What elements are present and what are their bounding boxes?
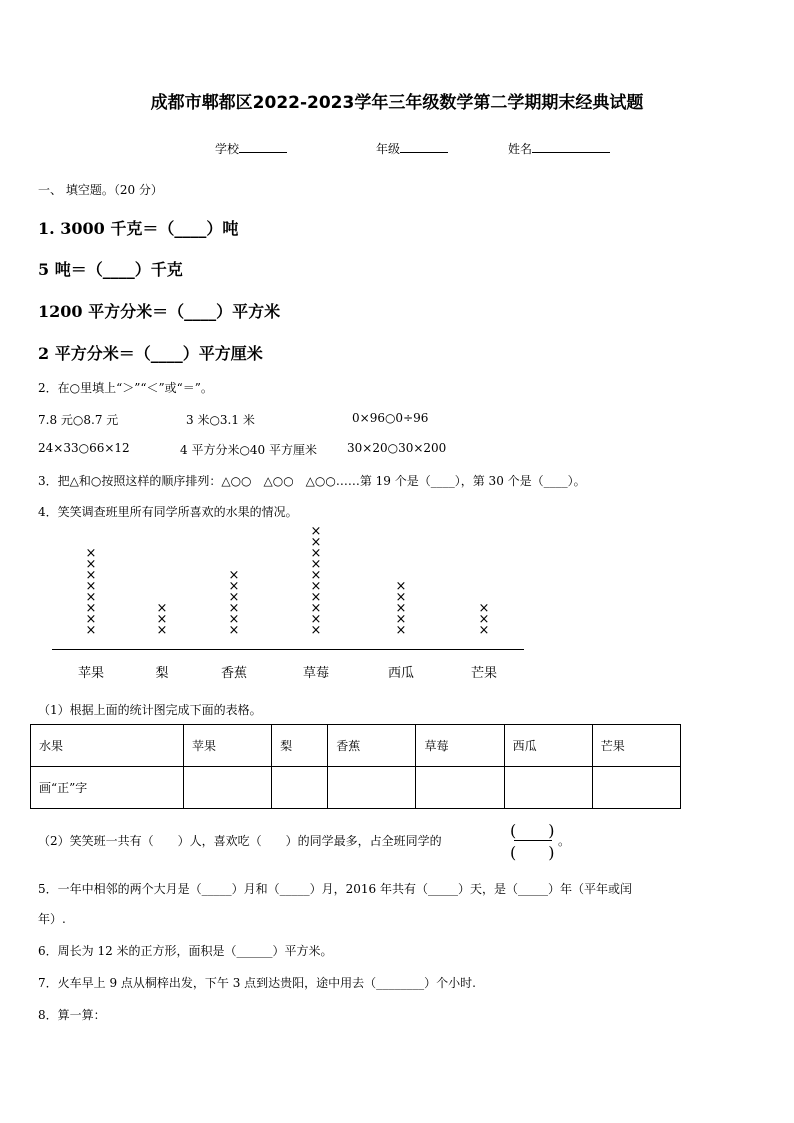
chart-mark: × bbox=[228, 579, 240, 594]
chart-mark: × bbox=[395, 623, 407, 638]
question-4-intro: 4．笑笑调查班里所有同学所喜欢的水果的情况。 bbox=[38, 505, 298, 519]
table-header-cell: 梨 bbox=[272, 725, 328, 767]
table-cell[interactable] bbox=[592, 767, 680, 809]
chart-mark: × bbox=[310, 601, 322, 616]
name-field bbox=[508, 140, 610, 157]
school-label: 学校 bbox=[215, 142, 240, 156]
question-4-part-2: （2）笑笑班一共有（ ）人，喜欢吃（ ）的同学最多，占全班同学的 bbox=[38, 834, 442, 848]
chart-mark: × bbox=[85, 579, 97, 594]
chart-column bbox=[474, 603, 494, 636]
chart-mark: × bbox=[310, 557, 322, 572]
table-cell[interactable] bbox=[328, 767, 416, 809]
chart-mark: × bbox=[85, 612, 97, 627]
chart-category-label: 香蕉 bbox=[220, 666, 247, 681]
chart-column bbox=[306, 526, 326, 636]
table-cell[interactable] bbox=[272, 767, 328, 809]
fraction-denominator: ( ) bbox=[510, 843, 555, 862]
table-row-label: 画“正”字 bbox=[31, 767, 184, 809]
chart-mark: × bbox=[85, 546, 97, 561]
fraction-numerator: ( ) bbox=[510, 821, 555, 840]
table-header-cell: 芒果 bbox=[592, 725, 680, 767]
chart-column bbox=[81, 548, 101, 636]
table-cell[interactable] bbox=[504, 767, 592, 809]
school-field bbox=[215, 140, 287, 157]
compare-item: 30×20○30×200 bbox=[347, 441, 447, 455]
table-header-cell: 草莓 bbox=[416, 725, 504, 767]
chart-column bbox=[391, 581, 411, 636]
page-title: 成都市郫都区2022-2023学年三年级数学第二学期期末经典试题 bbox=[150, 93, 644, 113]
chart-mark: × bbox=[156, 601, 168, 616]
name-label: 姓名 bbox=[508, 142, 533, 156]
chart-mark: × bbox=[85, 601, 97, 616]
table-cell[interactable] bbox=[416, 767, 504, 809]
chart-category-label: 西瓜 bbox=[387, 666, 414, 681]
chart-mark: × bbox=[478, 612, 490, 627]
chart-mark: × bbox=[478, 601, 490, 616]
grade-field bbox=[376, 140, 448, 157]
question-4-part-2-end: 。 bbox=[558, 834, 571, 848]
chart-mark: × bbox=[310, 590, 322, 605]
chart-mark: × bbox=[228, 568, 240, 583]
chart-mark: × bbox=[478, 623, 490, 638]
chart-mark: × bbox=[395, 601, 407, 616]
chart-baseline bbox=[52, 649, 524, 650]
compare-item: 0×96○0÷96 bbox=[352, 411, 429, 425]
question-1-line-1: 1. 3000 千克＝（____）吨 bbox=[38, 219, 239, 238]
chart-mark: × bbox=[310, 568, 322, 583]
table-header-cell: 水果 bbox=[31, 725, 184, 767]
question-2-intro: 2．在○里填上“＞”“＜”或“＝”。 bbox=[38, 381, 213, 395]
question-1-line-4: 2 平方分米＝（____）平方厘米 bbox=[38, 344, 263, 363]
compare-item: 4 平方分米○40 平方厘米 bbox=[180, 443, 318, 457]
chart-mark: × bbox=[228, 601, 240, 616]
chart-mark: × bbox=[310, 623, 322, 638]
compare-item: 3 米○3.1 米 bbox=[186, 413, 255, 427]
chart-mark: × bbox=[395, 612, 407, 627]
grade-label: 年级 bbox=[376, 142, 401, 156]
compare-item: 24×33○66×12 bbox=[38, 441, 130, 455]
table-row bbox=[31, 767, 681, 809]
chart-category-label: 梨 bbox=[155, 666, 169, 681]
chart-column bbox=[224, 570, 244, 636]
question-1-line-2: 5 吨＝（____）千克 bbox=[38, 260, 183, 279]
chart-mark: × bbox=[85, 557, 97, 572]
chart-mark: × bbox=[228, 612, 240, 627]
section-heading: 一、 填空题。（20 分） bbox=[38, 183, 163, 197]
chart-category-label: 苹果 bbox=[77, 666, 104, 681]
chart-mark: × bbox=[85, 590, 97, 605]
chart-mark: × bbox=[310, 524, 322, 539]
question-1-line-3: 1200 平方分米＝（____）平方米 bbox=[38, 302, 281, 321]
compare-item: 7.8 元○8.7 元 bbox=[38, 413, 119, 427]
chart-column bbox=[152, 603, 172, 636]
chart-mark: × bbox=[310, 612, 322, 627]
chart-mark: × bbox=[228, 590, 240, 605]
question-3: 3．把△和○按照这样的顺序排列：△○○ △○○ △○○……第 19 个是（____），第 30 个是（____）。 bbox=[38, 474, 586, 488]
table-header-cell: 西瓜 bbox=[504, 725, 592, 767]
question-4-part-1: （1）根据上面的统计图完成下面的表格。 bbox=[38, 703, 262, 717]
question-5-line-2: 年）. bbox=[38, 912, 66, 926]
chart-category-label: 芒果 bbox=[470, 666, 497, 681]
tally-table bbox=[30, 724, 681, 809]
table-cell[interactable] bbox=[183, 767, 271, 809]
chart-category-label: 草莓 bbox=[302, 666, 329, 681]
chart-mark: × bbox=[310, 535, 322, 550]
question-7: 7．火车早上 9 点从桐梓出发，下午 3 点到达贵阳，途中用去（________）个小时. bbox=[38, 976, 476, 990]
table-header-row bbox=[31, 725, 681, 767]
chart-mark: × bbox=[395, 579, 407, 594]
question-6: 6．周长为 12 米的正方形，面积是（______）平方米。 bbox=[38, 944, 333, 958]
chart-mark: × bbox=[85, 568, 97, 583]
question-8: 8．算一算： bbox=[38, 1008, 106, 1022]
chart-mark: × bbox=[85, 623, 97, 638]
blank-fraction bbox=[510, 818, 556, 862]
chart-mark: × bbox=[310, 546, 322, 561]
chart-mark: × bbox=[395, 590, 407, 605]
chart-mark: × bbox=[310, 579, 322, 594]
chart-mark: × bbox=[228, 623, 240, 638]
table-header-cell: 苹果 bbox=[183, 725, 271, 767]
table-header-cell: 香蕉 bbox=[328, 725, 416, 767]
question-5-line-1: 5．一年中相邻的两个大月是（_____）月和（_____）月，2016 年共有（_____）天，是（_____）年（平年或闰 bbox=[38, 882, 632, 896]
chart-mark: × bbox=[156, 612, 168, 627]
chart-mark: × bbox=[156, 623, 168, 638]
